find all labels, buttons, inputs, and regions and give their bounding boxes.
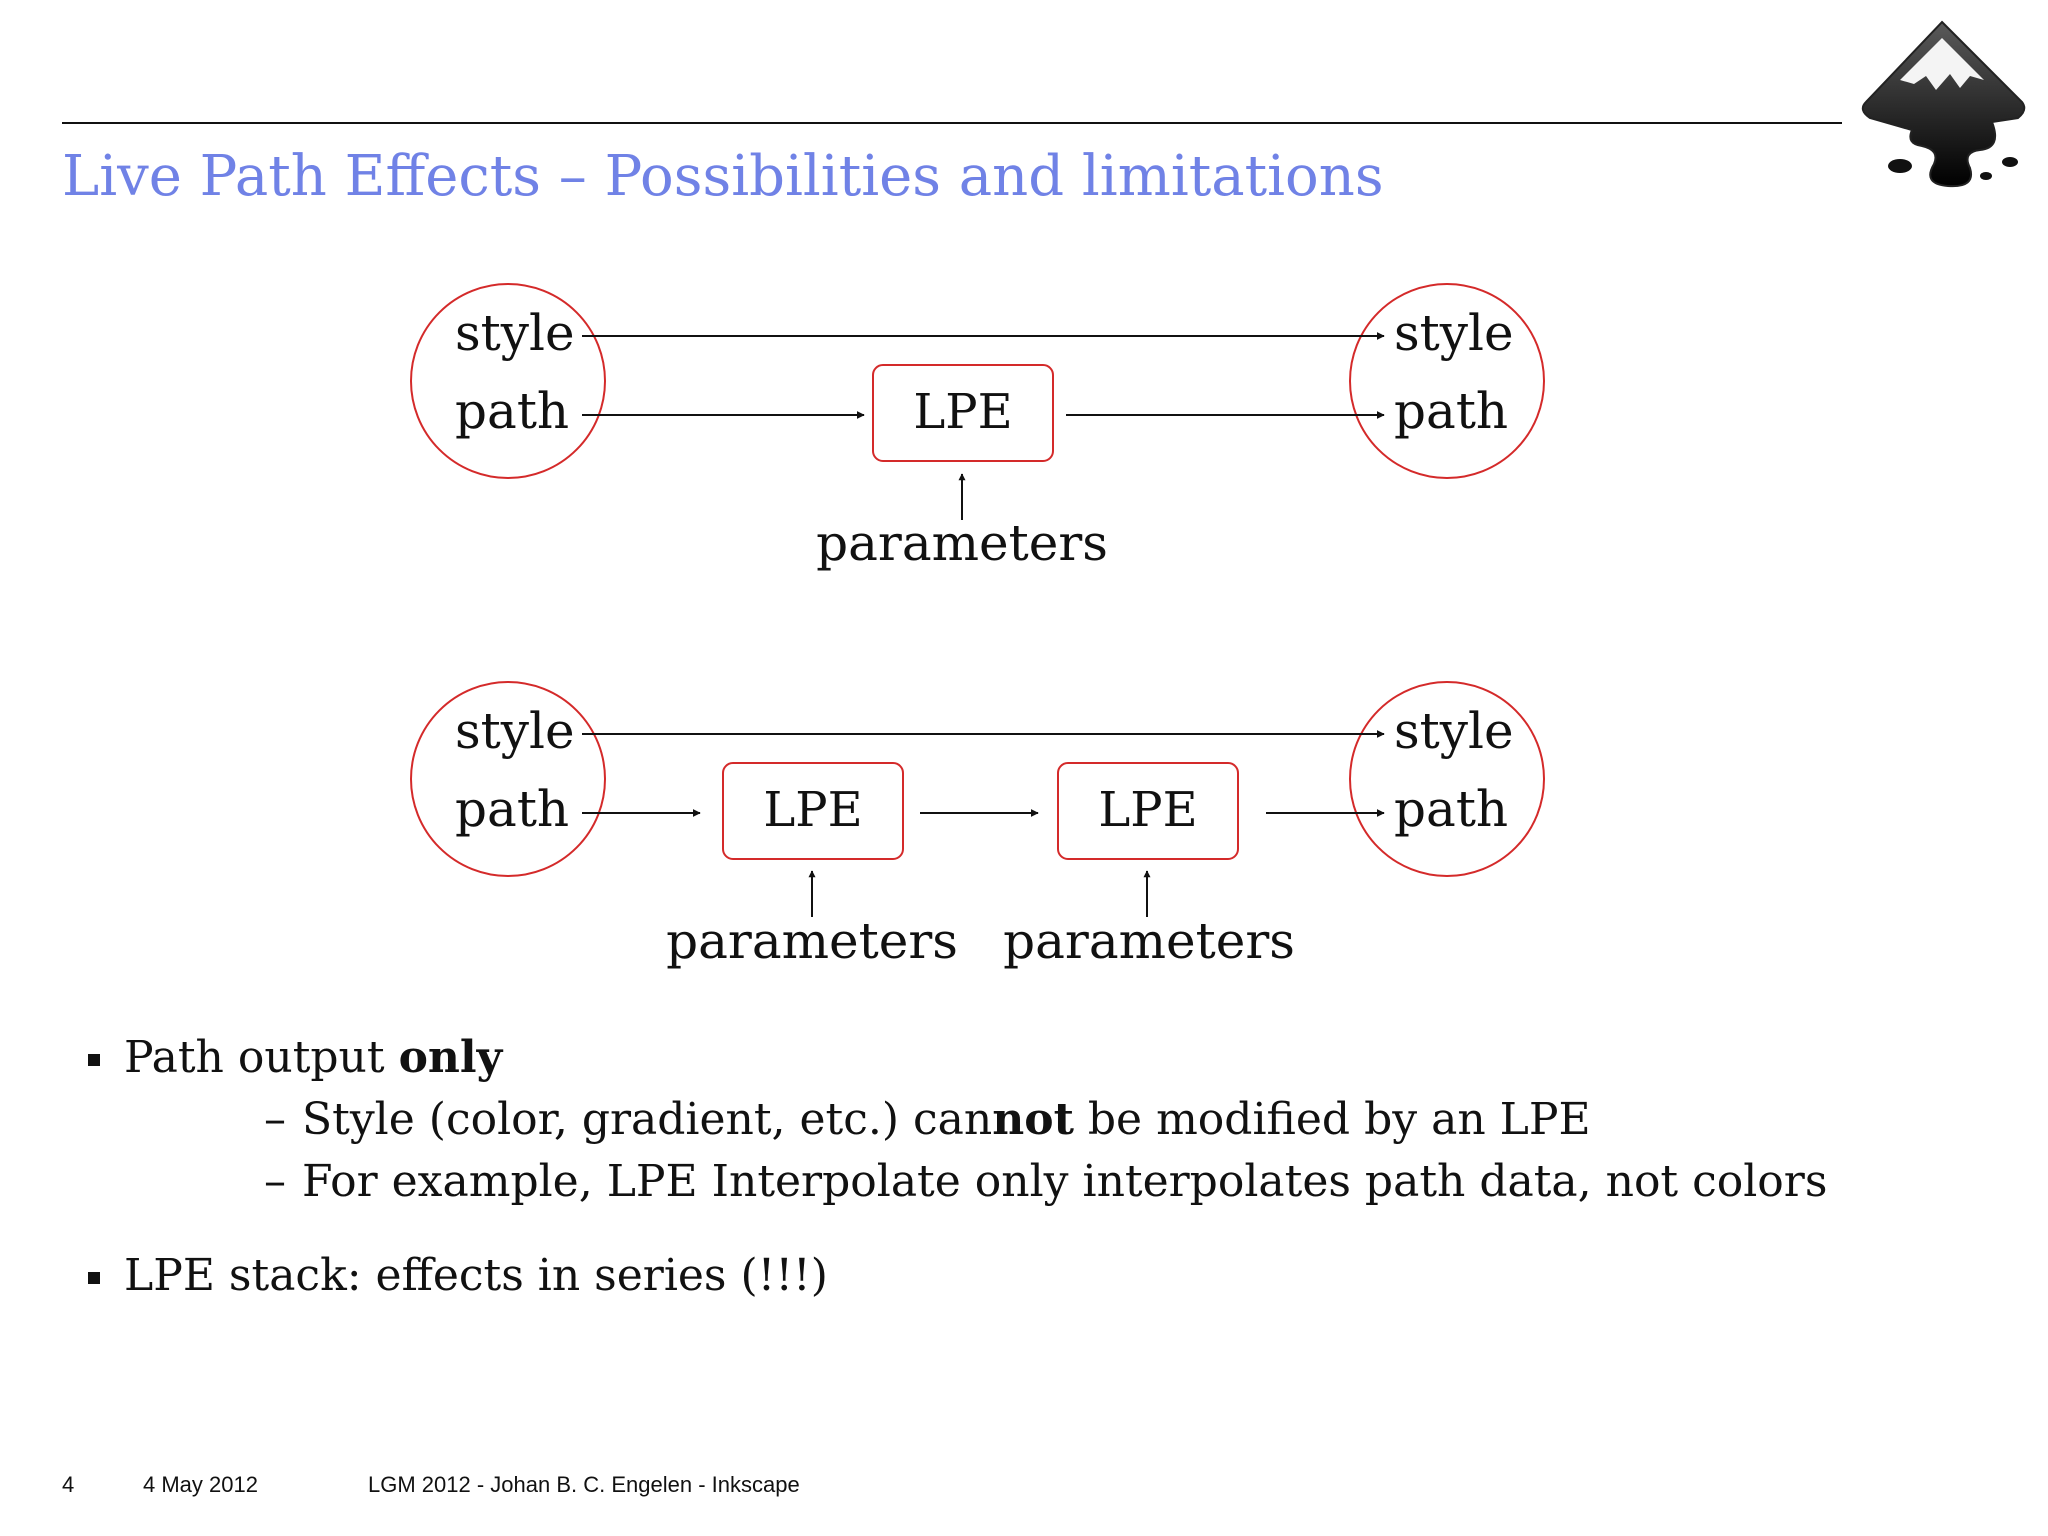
- output-style-label: style: [1394, 304, 1514, 362]
- lpe-label-1: LPE: [763, 782, 863, 838]
- slide-title: Live Path Effects – Possibilities and limitations: [62, 144, 1384, 209]
- input-path-label: path: [455, 382, 570, 440]
- stacked-lpe-diagram: [411, 682, 1544, 970]
- stack-input-style-label: style: [455, 702, 575, 760]
- sub-bullet-text: For example, LPE Interpolate only interpolates path data, not colors: [302, 1156, 1828, 1207]
- dash-icon: –: [264, 1156, 286, 1207]
- dash-icon: –: [264, 1094, 286, 1145]
- lpe-label-2: LPE: [1098, 782, 1198, 838]
- bullet-square-icon: [88, 1054, 100, 1066]
- footer-event: LGM 2012 - Johan B. C. Engelen - Inkscape: [368, 1472, 800, 1497]
- single-lpe-diagram: [411, 284, 1544, 572]
- stack-input-path-label: path: [455, 780, 570, 838]
- stack-output-path-label: path: [1394, 780, 1509, 838]
- parameters-label-2: parameters: [1003, 912, 1295, 970]
- parameters-label: parameters: [816, 514, 1108, 572]
- sub-text-part: be modified by an LPE: [1073, 1094, 1591, 1145]
- sub-text-part: Style (color, gradient, etc.) can: [302, 1094, 993, 1145]
- bullet-text: LPE stack: effects in series (!!!): [124, 1250, 828, 1301]
- bullet-square-icon: [88, 1272, 100, 1284]
- bullet-text: [124, 1028, 502, 1088]
- footer-page-number: 4: [62, 1472, 75, 1497]
- output-path-label: path: [1394, 382, 1509, 440]
- stack-output-style-label: style: [1394, 702, 1514, 760]
- parameters-label-1: parameters: [666, 912, 958, 970]
- bullet-emphasis: only: [398, 1032, 503, 1083]
- input-style-label: style: [455, 304, 575, 362]
- footer-date: 4 May 2012: [143, 1472, 258, 1497]
- lpe-label: LPE: [913, 384, 1013, 440]
- sub-bullet-text: [302, 1090, 1591, 1150]
- bullet-text-part: Path output: [124, 1032, 399, 1083]
- sub-emphasis: not: [992, 1094, 1074, 1145]
